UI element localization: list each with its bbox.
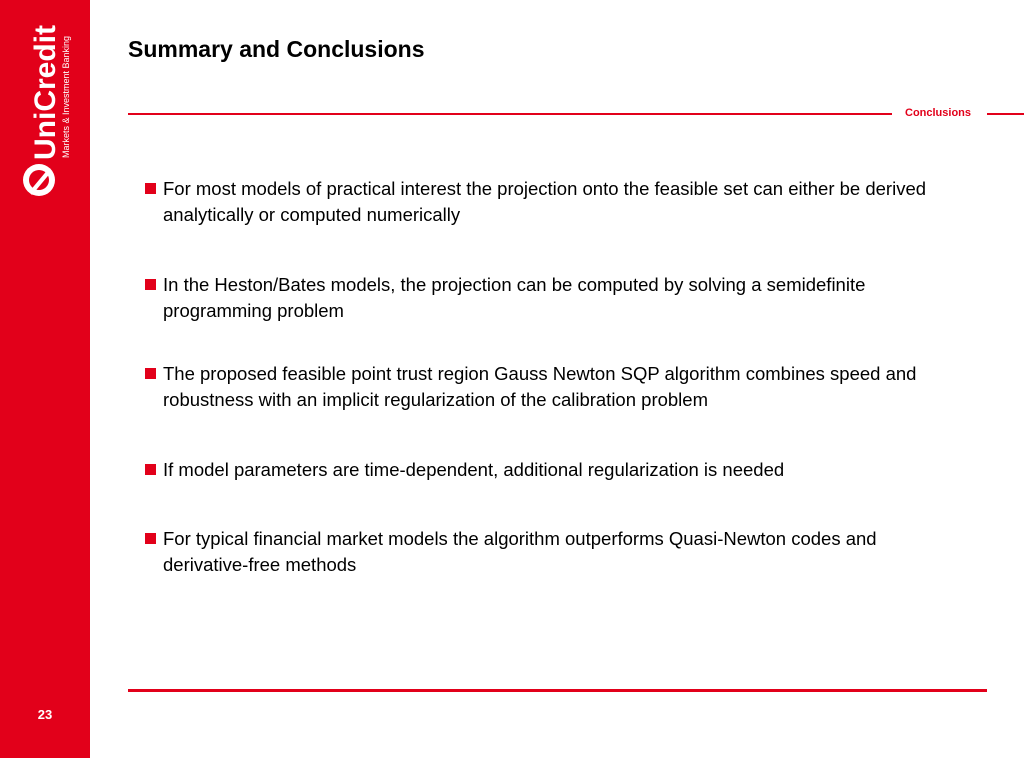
page-title: Summary and Conclusions xyxy=(128,36,425,62)
square-bullet-icon xyxy=(145,183,156,194)
header-divider-left xyxy=(128,113,892,115)
unicredit-logo xyxy=(0,0,90,230)
bullet-text: For most models of practical interest the projection onto the feasible set can either be derived analytically or computed numerically xyxy=(163,178,927,225)
header-divider-right xyxy=(987,113,1024,115)
bullet-text: In the Heston/Bates models, the projection can be computed by solving a semidefinite programming problem xyxy=(163,274,866,321)
footer-divider xyxy=(128,689,987,692)
square-bullet-icon xyxy=(145,279,156,290)
list-item xyxy=(145,176,965,228)
logo-subtitle: Markets & Investment Banking xyxy=(61,35,71,158)
square-bullet-icon xyxy=(145,533,156,544)
section-label: Conclusions xyxy=(905,107,972,119)
list-item xyxy=(145,361,965,413)
square-bullet-icon xyxy=(145,464,156,475)
brand-sidebar xyxy=(0,0,90,758)
bullet-text: If model parameters are time-dependent, additional regularization is needed xyxy=(163,459,785,480)
square-bullet-icon xyxy=(145,368,156,379)
list-item xyxy=(145,457,965,483)
page-number: 23 xyxy=(37,707,53,722)
list-item xyxy=(145,526,965,578)
list-item xyxy=(145,272,965,324)
unicredit-emblem-icon xyxy=(23,164,55,196)
logo-wordmark: UniCredit xyxy=(29,25,62,160)
bullet-text: The proposed feasible point trust region Gauss Newton SQP algorithm combines speed and robustness with an implicit regularization of the calibration problem xyxy=(163,363,917,410)
bullet-text: For typical financial market models the algorithm outperforms Quasi-Newton codes and derivative-free methods xyxy=(163,528,877,575)
